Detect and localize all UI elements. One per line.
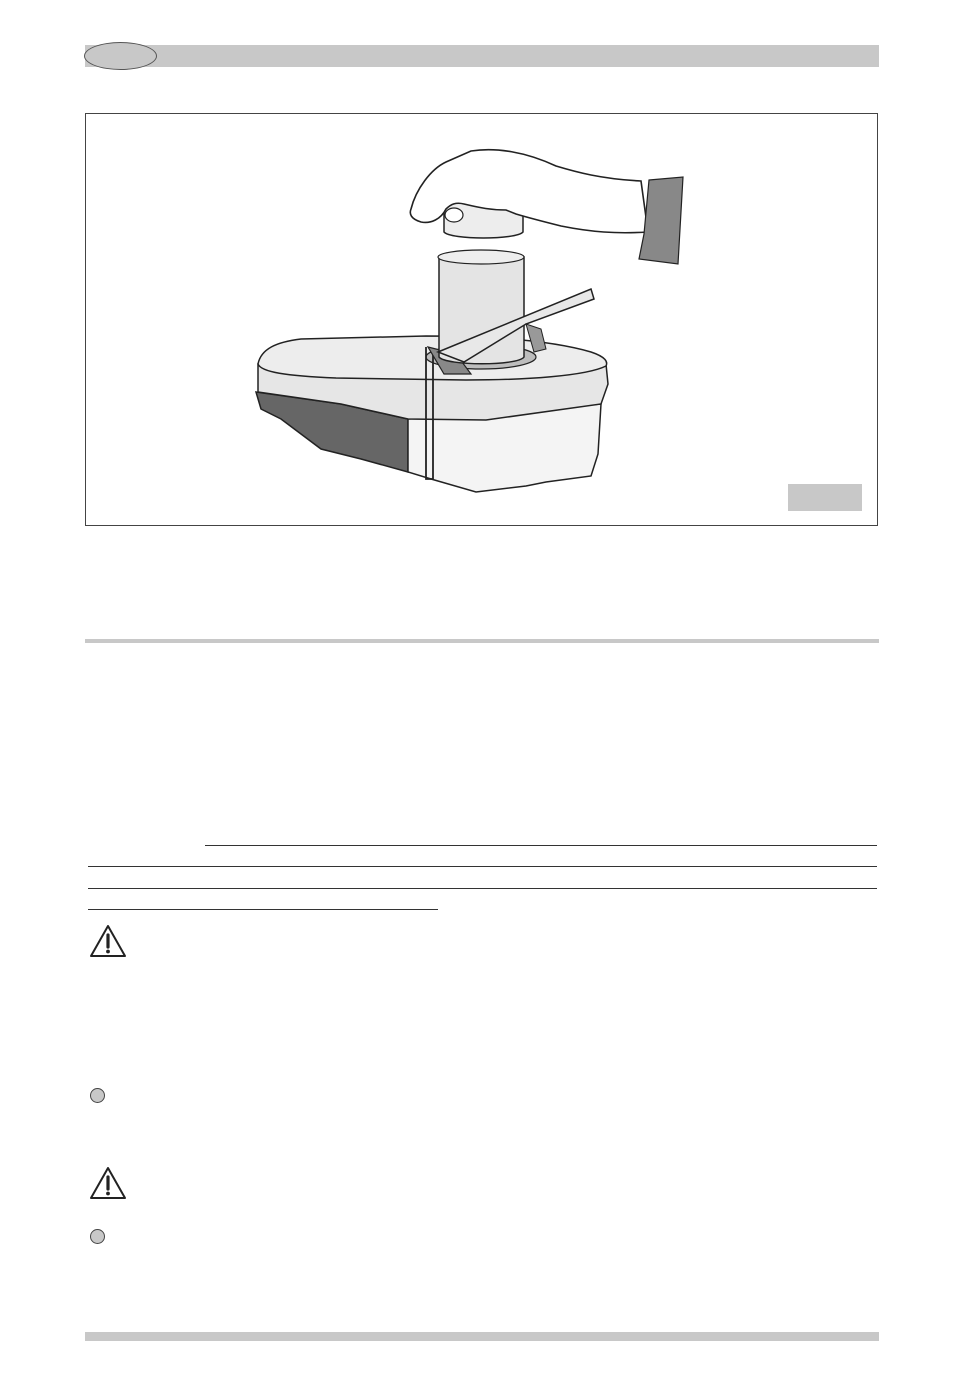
figure-label-tag <box>788 484 862 511</box>
form-line <box>88 866 877 867</box>
grey-dot-icon <box>90 1088 105 1103</box>
grey-dot-icon <box>90 1229 105 1244</box>
form-line <box>88 888 877 889</box>
form-line <box>88 909 438 910</box>
form-line <box>205 845 877 846</box>
machine-illustration <box>86 114 879 527</box>
footer-bar <box>85 1332 879 1341</box>
header-bar <box>85 45 879 67</box>
sleeve-cuff <box>639 177 683 264</box>
thumb-nail <box>445 208 463 222</box>
header-tab-oval <box>84 42 157 70</box>
warning-triangle-icon <box>89 1166 127 1200</box>
section-divider <box>85 639 879 643</box>
warning-triangle-icon <box>89 924 127 958</box>
pusher-cylinder-rim <box>438 250 524 264</box>
figure-frame <box>85 113 878 526</box>
